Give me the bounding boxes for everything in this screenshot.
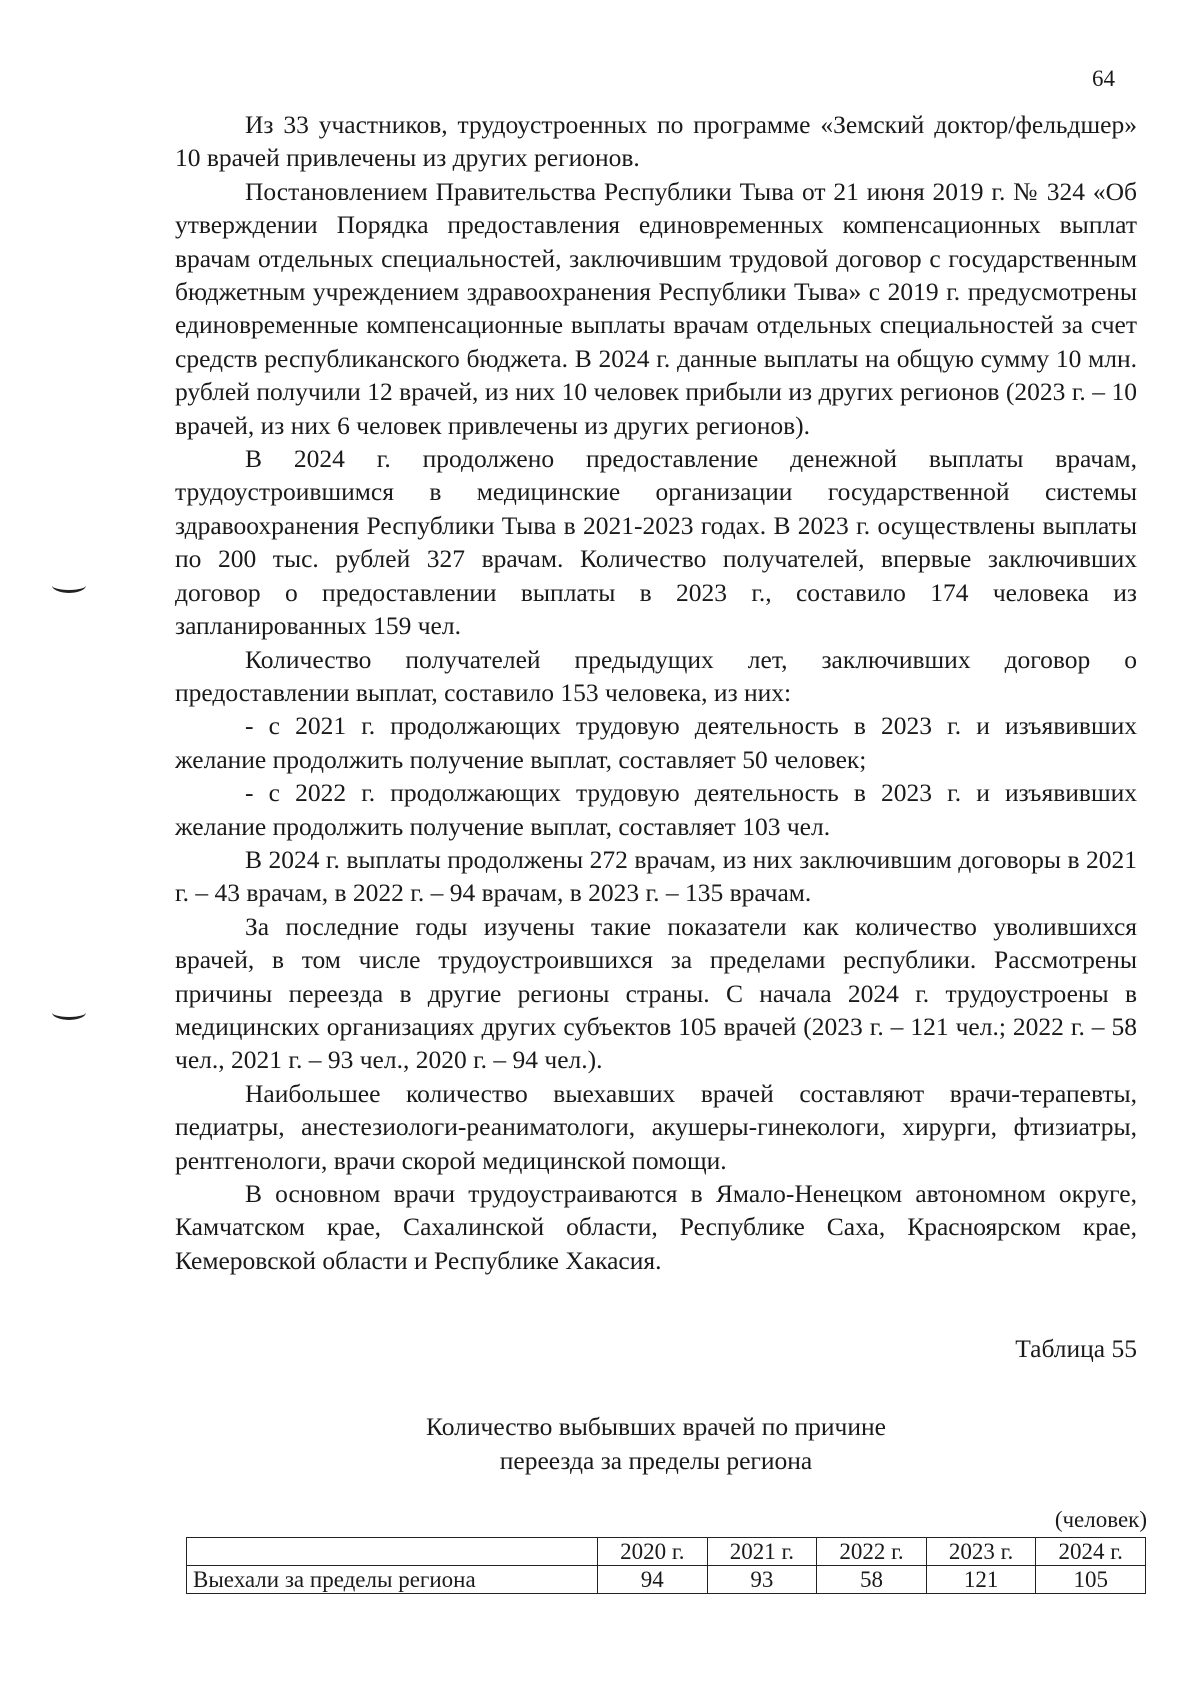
paragraph: За последние годы изучены такие показатели как количество уволившихся врачей, в том числе трудоустроившихся за пределами республики. Рассмотрены причины переезда в другие регионы страны. С начала 2024 г. трудоустроены в медицинских организациях других субъектов 105 врачей (2023 г. – 121 чел.; 2022 г. – 58 чел., 2021 г. – 93 чел., 2020 г. – 94 чел.).	[175, 911, 1137, 1075]
table-cell: 58	[817, 1566, 927, 1594]
margin-check-mark	[52, 578, 86, 593]
table-header-cell-empty	[187, 1538, 598, 1566]
paragraph: В 2024 г. продолжено предоставление денежной выплаты врачам, трудоустроившимся в медицинские организации государственной системы здравоохранения Республики Тыва в 2021-2023 годах. В 2023 г. осуществлены выплаты по 200 тыс. рублей 327 врачам. Количество получателей, впервые заключивших договор о предоставлении выплаты в 2023 г., составило 174 человека из запланированных 159 чел.	[175, 444, 1137, 641]
table-label: Таблица 55	[1015, 1334, 1137, 1363]
table-header-cell: 2021 г.	[707, 1538, 817, 1566]
table-header-cell: 2022 г.	[817, 1538, 927, 1566]
list-item: - с 2022 г. продолжающих трудовую деятельность в 2023 г. и изъявивших желание продолжить получение выплат, составляет 103 чел.	[175, 778, 1137, 841]
table-cell: 121	[926, 1566, 1036, 1594]
table-title-line: Количество выбывших врачей по причине	[426, 1412, 886, 1441]
table-title	[175, 1410, 1137, 1478]
table-cell: 93	[707, 1566, 817, 1594]
table-header-cell: 2020 г.	[598, 1538, 708, 1566]
table-header-cell: 2024 г.	[1036, 1538, 1146, 1566]
table-cell: 105	[1036, 1566, 1146, 1594]
data-table	[186, 1537, 1146, 1594]
paragraph: Наибольшее количество выехавших врачей составляют врачи-терапевты, педиатры, анестезиологи-реаниматологи, акушеры-гинекологи, хирурги, фтизиатры, рентгенологи, врачи скорой медицинской помощи.	[175, 1078, 1137, 1175]
paragraph: Количество получателей предыдущих лет, заключивших договор о предоставлении выплат, составило 153 человека, из них:	[175, 644, 1137, 707]
margin-check-mark	[52, 1005, 86, 1020]
table-unit-note: (человек)	[1054, 1507, 1147, 1532]
paragraph: Из 33 участников, трудоустроенных по программе «Земский доктор/фельдшер» 10 врачей привлечены из других регионов.	[175, 110, 1137, 173]
body-text	[175, 108, 1137, 1277]
table-row	[187, 1566, 1146, 1594]
paragraph: В 2024 г. выплаты продолжены 272 врачам, из них заключившим договоры в 2021 г. – 43 врачам, в 2022 г. – 94 врачам, в 2023 г. – 135 врачам.	[175, 844, 1137, 908]
paragraph: В основном врачи трудоустраиваются в Ямало-Ненецком автономном округе, Камчатском крае, Сахалинской области, Республике Саха, Красноярском крае, Кемеровской области и Республике Хакасия.	[175, 1179, 1137, 1275]
page-number: 64	[1092, 66, 1115, 91]
list-item: - с 2021 г. продолжающих трудовую деятельность в 2023 г. и изъявивших желание продолжить получение выплат, составляет 50 человек;	[175, 711, 1137, 774]
table-title-line: переезда за пределы региона	[499, 1446, 813, 1475]
table-header-cell: 2023 г.	[926, 1538, 1036, 1566]
table-header-row	[187, 1538, 1146, 1566]
table-row-label: Выехали за пределы региона	[187, 1566, 598, 1594]
table-cell: 94	[598, 1566, 708, 1594]
paragraph: Постановлением Правительства Республики Тыва от 21 июня 2019 г. № 324 «Об утверждении Порядка предоставления единовременных компенсационных выплат врачам отдельных специальностей, заключившим трудовой договор с государственным бюджетным учреждением здравоохранения Республики Тыва» с 2019 г. предусмотрены единовременные компенсационные выплаты врачам отдельных специальностей за счет средств республиканского бюджета. В 2024 г. данные выплаты на общую сумму 10 млн. рублей получили 12 врачей, из них 10 человек прибыли из других регионов (2023 г. – 10 врачей, из них 6 человек привлечены из других регионов).	[175, 176, 1137, 440]
